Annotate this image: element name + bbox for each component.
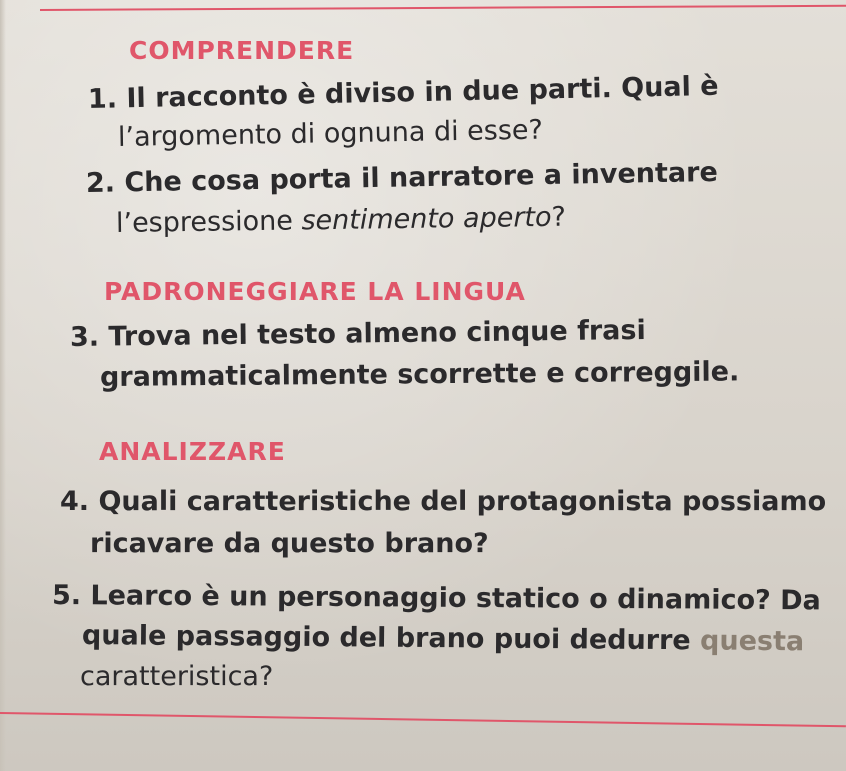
- question-5-line-2: [82, 620, 804, 657]
- question-3-line-1: [70, 315, 646, 353]
- question-5-line-1: [52, 580, 821, 616]
- question-number: 4.: [60, 486, 90, 517]
- question-4-line-1: [60, 486, 826, 517]
- section-heading-comprendere: COMPRENDERE: [129, 36, 355, 65]
- top-border-rule: [40, 5, 846, 11]
- question-number: 5.: [51, 580, 82, 612]
- question-2-line-2: [116, 202, 566, 239]
- question-4-line-2: ricavare da questo brano?: [90, 528, 489, 559]
- page-gutter-shadow: [0, 0, 6, 771]
- question-text-prefix: l’espressione: [115, 205, 302, 239]
- question-text-suffix: ?: [551, 201, 567, 233]
- question-text: quale passaggio del brano puoi dedurre: [81, 620, 691, 657]
- question-3-line-2: grammaticalmente scorrette e correggile.: [99, 356, 740, 393]
- question-text: Il racconto è diviso in due parti. Qual è: [126, 70, 719, 115]
- question-text: Learco è un personaggio statico o dinamico? Da: [90, 580, 821, 617]
- question-text-faded-word: questa: [699, 625, 805, 658]
- question-number: 2.: [85, 167, 116, 199]
- question-number: 1.: [87, 83, 118, 115]
- question-5-line-3: caratteristica?: [80, 661, 274, 692]
- question-text: Che cosa porta il narratore a inventare: [124, 156, 719, 199]
- bottom-border-rule: [0, 712, 846, 727]
- question-1-line-1: [88, 71, 719, 115]
- question-text: Trova nel testo almeno cinque frasi: [108, 314, 646, 353]
- section-heading-analizzare: ANALIZZARE: [99, 437, 286, 466]
- question-text-italic: sentimento aperto: [301, 201, 552, 237]
- section-heading-padroneggiare: PADRONEGGIARE LA LINGUA: [104, 277, 526, 306]
- question-2-line-1: [86, 157, 718, 199]
- question-number: 3.: [69, 321, 100, 353]
- question-1-line-2: l’argomento di ognuna di esse?: [117, 114, 544, 153]
- question-text: Quali caratteristiche del protagonista possiamo: [98, 486, 827, 517]
